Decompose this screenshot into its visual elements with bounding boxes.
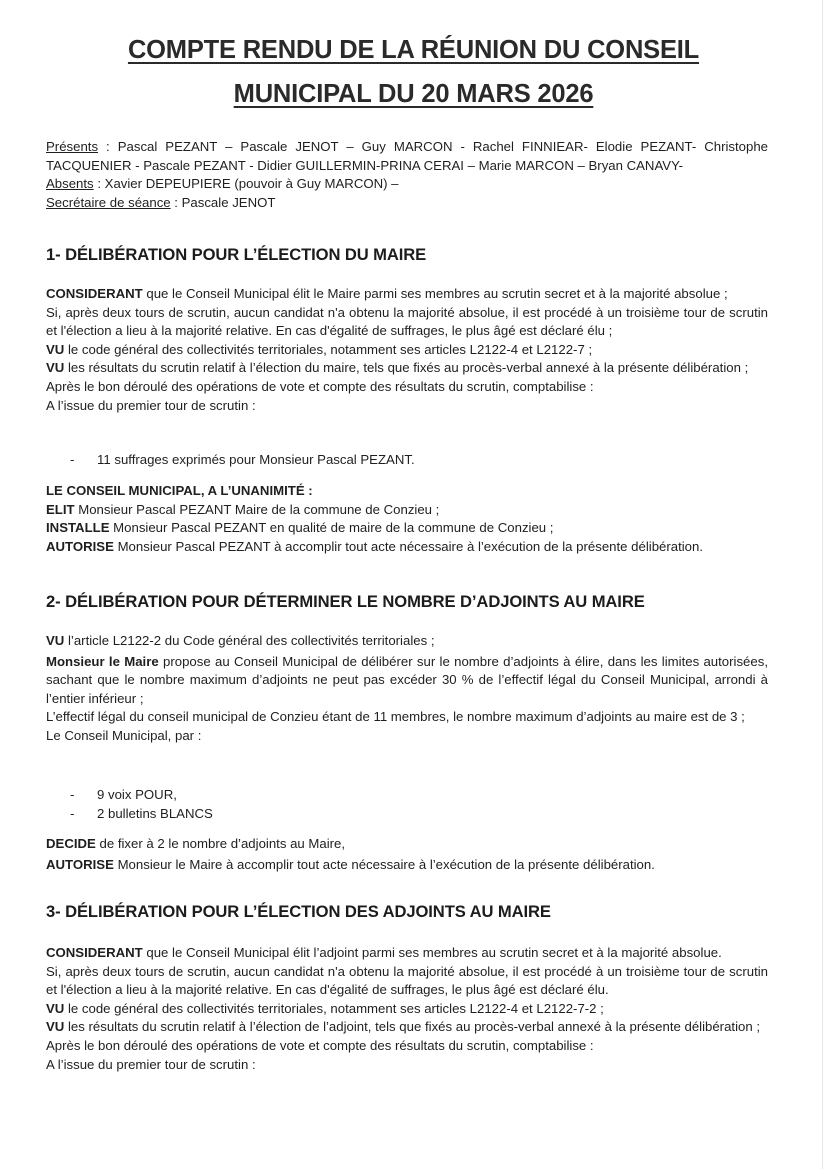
section-1-apres: Après le bon déroulé des opérations de vote et compte des résultats du scrutin, comptabilise : xyxy=(46,378,594,394)
decision-keyword: AUTORISE xyxy=(46,856,114,872)
decision-item xyxy=(46,538,768,557)
absent-text: : Xavier DEPEUPIERE (pouvoir à Guy MARCON) – xyxy=(93,176,399,192)
decision-text: de fixer à 2 le nombre d’adjoints au Maire, xyxy=(95,836,346,851)
section-1-decision-heading: LE CONSEIL MUNICIPAL, A L’UNANIMITÉ : xyxy=(46,483,313,498)
decision-text: Monsieur Pascal PEZANT Maire de la commune de Conzieu ; xyxy=(74,501,440,517)
maire-text: propose au Conseil Municipal de délibérer sur le nombre d’adjoints à élire, dans les limites autorisées, sachant que le nombre maximum d’adjoints ne peut pas excéder 30 % de l’effectif légal du Conseil Municipal, arrondi à l’entier inférieur ; xyxy=(46,653,768,706)
section-1-heading: 1- DÉLIBÉRATION POUR L’ÉLECTION DU MAIRE xyxy=(46,245,427,264)
list-item xyxy=(70,805,213,824)
vu-keyword: VU xyxy=(46,360,65,376)
section-1-decisions xyxy=(46,482,768,556)
secretary-label: Secrétaire de séance xyxy=(46,194,171,210)
decision-keyword: INSTALLE xyxy=(46,520,110,536)
section-1-si: Si, après deux tours de scrutin, aucun candidat n'a obtenu la majorité absolue, il est procédé à un troisième tour de scrutin et l'élection a lieu à la majorité relative. En cas d'égalité de suffrages, le plus âgé est déclaré élu ; xyxy=(46,304,768,339)
section-2-effectif: L’effectif légal du conseil municipal de Conzieu étant de 11 membres, le nombre maximum d’adjoints au maire est de 3 ; xyxy=(46,709,745,725)
section-3-vu-2 xyxy=(46,1018,768,1037)
section-2-decisions xyxy=(46,835,768,874)
section-2-vu xyxy=(46,632,768,651)
section-1-results-list xyxy=(70,451,415,470)
vu-keyword: VU xyxy=(46,633,65,648)
decision-keyword: AUTORISE xyxy=(46,538,114,554)
vote-text: 9 voix POUR, xyxy=(97,787,177,802)
decision-keyword: ELIT xyxy=(46,501,75,517)
vu-text: le code général des collectivités territoriales, notamment ses articles L2122-4 et L2122-7 ; xyxy=(64,341,593,357)
section-2-par: Le Conseil Municipal, par : xyxy=(46,727,202,743)
secretary-text: : Pascale JENOT xyxy=(170,194,276,210)
document-title-line-1: COMPTE RENDU DE LA RÉUNION DU CONSEIL xyxy=(127,36,700,64)
dash-bullet: - xyxy=(70,805,75,821)
section-3-considerant xyxy=(46,944,768,963)
section-1-considerant xyxy=(46,285,768,304)
absent-label: Absents xyxy=(46,176,94,192)
section-1-vu-1 xyxy=(46,341,768,360)
considerant-keyword: CONSIDERANT xyxy=(46,286,143,301)
section-3-body xyxy=(46,944,768,1074)
section-2-heading: 2- DÉLIBÉRATION POUR DÉTERMINER LE NOMBRE D’ADJOINTS AU MAIRE xyxy=(46,592,645,611)
section-3-issue: A l’issue du premier tour de scrutin : xyxy=(46,1056,256,1072)
section-2-maire xyxy=(46,653,768,709)
decision-text: Monsieur Pascal PEZANT à accomplir tout acte nécessaire à l’exécution de la présente délibération. xyxy=(113,538,704,554)
section-3-si: Si, après deux tours de scrutin, aucun candidat n'a obtenu la majorité absolue, il est procédé à un troisième tour de scrutin et l'élection a lieu à la majorité relative. En cas d'égalité de suffrages, le plus âgé est déclaré élu. xyxy=(46,963,768,998)
considerant-text: que le Conseil Municipal élit l’adjoint parmi ses membres au scrutin secret et à la majorité absolue. xyxy=(142,945,722,960)
decision-keyword: DECIDE xyxy=(46,836,96,851)
section-1-issue: A l’issue du premier tour de scrutin : xyxy=(46,397,256,413)
decision-item xyxy=(46,519,768,538)
section-1-body xyxy=(46,285,768,415)
vu-text: les résultats du scrutin relatif à l’élection du maire, tels que fixés au procès-verbal annexé à la présente délibération ; xyxy=(64,360,749,376)
decision-text: Monsieur le Maire à accomplir tout acte nécessaire à l’exécution de la présente délibération. xyxy=(113,856,655,872)
section-1-vu-2 xyxy=(46,359,768,378)
vote-text: 2 bulletins BLANCS xyxy=(97,805,213,821)
dash-bullet: - xyxy=(70,787,75,802)
result-text: 11 suffrages exprimés pour Monsieur Pascal PEZANT. xyxy=(97,452,415,467)
list-item xyxy=(70,786,213,805)
maire-keyword: Monsieur le Maire xyxy=(46,653,159,669)
decision-item xyxy=(46,856,768,875)
attendance-block xyxy=(46,138,768,212)
vu-text: l’article L2122-2 du Code général des collectivités territoriales ; xyxy=(64,633,435,648)
section-2-votes-list xyxy=(70,786,213,823)
dash-bullet: - xyxy=(70,452,75,467)
scan-edge-line xyxy=(822,0,823,1169)
section-3-vu-1 xyxy=(46,1000,768,1019)
section-2-body xyxy=(46,632,768,746)
present-line-1 xyxy=(46,138,768,157)
vu-text: les résultats du scrutin relatif à l’élection de l’adjoint, tels que fixés au procès-verbal annexé à la présente délibération ; xyxy=(64,1019,760,1035)
present-label: Présents xyxy=(46,139,99,154)
vu-keyword: VU xyxy=(46,1019,65,1035)
considerant-text: que le Conseil Municipal élit le Maire parmi ses membres au scrutin secret et à la majorité absolue ; xyxy=(142,286,728,301)
decision-text: Monsieur Pascal PEZANT en qualité de maire de la commune de Conzieu ; xyxy=(109,520,554,536)
vu-text: le code général des collectivités territoriales, notamment ses articles L2122-4 et L2122-7-2 ; xyxy=(64,1000,604,1016)
section-3-heading: 3- DÉLIBÉRATION POUR L’ÉLECTION DES ADJOINTS AU MAIRE xyxy=(46,902,551,921)
absent-line xyxy=(46,175,768,194)
present-line-2: TACQUENIER - Pascale PEZANT - Didier GUILLERMIN-PRINA CERAI – Marie MARCON – Bryan CANAVY- xyxy=(46,157,684,173)
vu-keyword: VU xyxy=(46,1000,65,1016)
list-item xyxy=(70,451,415,470)
document-title-line-2: MUNICIPAL DU 20 MARS 2026 xyxy=(233,80,594,108)
secretary-line xyxy=(46,194,768,213)
considerant-keyword: CONSIDERANT xyxy=(46,945,143,960)
decision-item xyxy=(46,835,768,854)
vu-keyword: VU xyxy=(46,341,65,357)
decision-item xyxy=(46,501,768,520)
present-names-1: : Pascal PEZANT – Pascale JENOT – Guy MARCON - Rachel FINNIEAR- Elodie PEZANT- Christophe xyxy=(98,139,768,154)
section-3-apres: Après le bon déroulé des opérations de vote et compte des résultats du scrutin, comptabilise : xyxy=(46,1037,594,1053)
